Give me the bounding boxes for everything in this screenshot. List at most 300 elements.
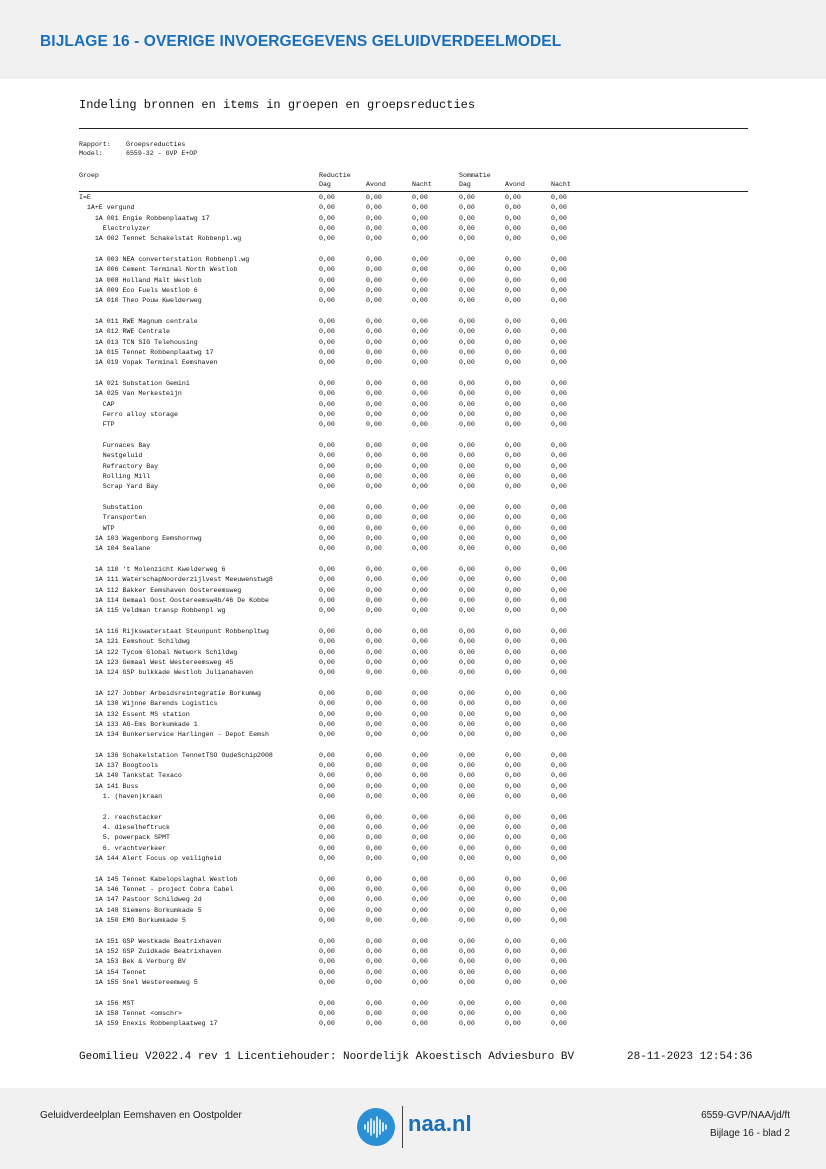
row-value: 0,00 (551, 194, 567, 201)
row-value: 0,00 (459, 586, 475, 594)
row-value: 0,00 (459, 204, 475, 212)
row-value: 0,00 (366, 607, 382, 615)
row-value: 0,00 (366, 917, 382, 925)
row-value: 0,00 (319, 669, 335, 677)
row-label: 1A 146 Tennet - project Cobra Cabel (79, 886, 234, 894)
col-avond-2: Avond (505, 181, 525, 188)
row-value: 0,00 (505, 390, 521, 398)
table-row (0, 575, 826, 585)
row-value: 0,00 (366, 948, 382, 956)
row-label: 1A 141 Buss (79, 782, 139, 790)
row-value: 0,00 (366, 638, 382, 646)
row-value: 0,00 (505, 276, 521, 284)
row-value: 0,00 (412, 958, 428, 966)
row-label: 1A 150 EMO Borkumkade 5 (79, 917, 186, 925)
row-label: 1A 153 Bek & Verburg BV (79, 958, 186, 966)
row-value: 0,00 (319, 545, 335, 553)
table-row (0, 999, 826, 1009)
row-value: 0,00 (319, 875, 335, 883)
row-value: 0,00 (551, 1010, 567, 1018)
row-value: 0,00 (505, 1020, 521, 1028)
row-value: 0,00 (459, 896, 475, 904)
row-value: 0,00 (319, 224, 335, 232)
row-value: 0,00 (551, 855, 567, 863)
report-title: Indeling bronnen en items in groepen en groepsreducties (79, 98, 476, 112)
row-value: 0,00 (366, 514, 382, 522)
table-row (0, 730, 826, 740)
row-value: 0,00 (551, 276, 567, 284)
row-value: 0,00 (551, 669, 567, 677)
row-value: 0,00 (366, 235, 382, 243)
row-value: 0,00 (319, 317, 335, 325)
row-value: 0,00 (551, 462, 567, 470)
row-value: 0,00 (459, 855, 475, 863)
table-row (0, 792, 826, 802)
table-row (0, 462, 826, 472)
row-value: 0,00 (319, 255, 335, 263)
row-value: 0,00 (505, 751, 521, 759)
row-value: 0,00 (505, 235, 521, 243)
title-divider (79, 128, 748, 129)
row-label: 1A 112 Bakker Eemshaven Oostereemsweg (79, 586, 242, 594)
row-value: 0,00 (366, 762, 382, 770)
row-label: 1A+E vergund (79, 204, 135, 212)
row-value: 0,00 (551, 751, 567, 759)
row-value: 0,00 (459, 937, 475, 945)
row-value: 0,00 (412, 834, 428, 842)
row-value: 0,00 (551, 379, 567, 387)
table-row (0, 555, 826, 565)
row-value: 0,00 (319, 772, 335, 780)
row-value: 0,00 (366, 194, 382, 201)
row-value: 0,00 (459, 627, 475, 635)
table-row (0, 503, 826, 513)
table-row (0, 854, 826, 864)
row-value: 0,00 (459, 720, 475, 728)
row-value: 0,00 (505, 710, 521, 718)
row-label: WTP (79, 524, 115, 532)
row-value: 0,00 (505, 906, 521, 914)
row-value: 0,00 (551, 834, 567, 842)
table-row (0, 265, 826, 275)
row-value: 0,00 (551, 338, 567, 346)
row-value: 0,00 (505, 855, 521, 863)
row-value: 0,00 (319, 896, 335, 904)
row-value: 0,00 (412, 565, 428, 573)
row-value: 0,00 (505, 896, 521, 904)
row-value: 0,00 (412, 276, 428, 284)
row-value: 0,00 (551, 958, 567, 966)
row-value: 0,00 (459, 979, 475, 987)
row-label: 1A 145 Tennet Kabelopslaghal Westlob (79, 875, 238, 883)
row-value: 0,00 (459, 1010, 475, 1018)
row-value: 0,00 (505, 638, 521, 646)
row-value: 0,00 (505, 328, 521, 336)
page-title: BIJLAGE 16 - OVERIGE INVOERGEGEVENS GELUIDVERDEELMODEL (40, 33, 562, 50)
row-value: 0,00 (319, 689, 335, 697)
row-value: 0,00 (505, 348, 521, 356)
row-value: 0,00 (505, 297, 521, 305)
row-value: 0,00 (319, 627, 335, 635)
row-value: 0,00 (505, 762, 521, 770)
table-row (0, 782, 826, 792)
row-value: 0,00 (459, 565, 475, 573)
row-value: 0,00 (412, 390, 428, 398)
row-value: 0,00 (551, 441, 567, 449)
row-value: 0,00 (412, 359, 428, 367)
row-label: Rolling Mill (79, 472, 151, 480)
row-label: 5. powerpack SPMT (79, 834, 171, 842)
table-row (0, 864, 826, 874)
row-value: 0,00 (319, 710, 335, 718)
row-label: 1A 137 Boogtools (79, 762, 159, 770)
row-value: 0,00 (551, 710, 567, 718)
row-value: 0,00 (366, 937, 382, 945)
row-label: 1A 122 Tycom Global Network Schildwg (79, 648, 238, 656)
table-row (0, 906, 826, 916)
row-value: 0,00 (551, 421, 567, 429)
row-value: 0,00 (551, 731, 567, 739)
row-value: 0,00 (412, 441, 428, 449)
row-value: 0,00 (366, 596, 382, 604)
row-value: 0,00 (505, 338, 521, 346)
row-value: 0,00 (551, 658, 567, 666)
row-value: 0,00 (366, 886, 382, 894)
table-row (0, 988, 826, 998)
table-row (0, 338, 826, 348)
row-value: 0,00 (505, 596, 521, 604)
row-label: 1A 116 Rijkswaterstaat Steunpunt Robbenpltwg (79, 627, 269, 635)
row-value: 0,00 (505, 586, 521, 594)
row-value: 0,00 (319, 917, 335, 925)
row-label: 1A 134 Bunkerservice Harlingen - Depot Eemsh (79, 731, 269, 739)
row-value: 0,00 (412, 379, 428, 387)
row-label: 1A 114 Gemaal Oost Oostereemsw4b/46 De Kobbe (79, 596, 269, 604)
row-value: 0,00 (505, 968, 521, 976)
row-value: 0,00 (319, 999, 335, 1007)
row-value: 0,00 (319, 751, 335, 759)
row-label: 1A 159 Enexis Robbenplaatweg 17 (79, 1020, 218, 1028)
row-value: 0,00 (412, 844, 428, 852)
row-value: 0,00 (459, 948, 475, 956)
group-header: Groep (79, 172, 99, 179)
row-value: 0,00 (412, 204, 428, 212)
row-value: 0,00 (319, 824, 335, 832)
row-label: I=E (79, 194, 91, 201)
table-row (0, 916, 826, 926)
row-value: 0,00 (551, 999, 567, 1007)
row-value: 0,00 (505, 658, 521, 666)
row-label: 1A 127 Jobber Arbeidsreintegratie Borkumwg (79, 689, 262, 697)
row-value: 0,00 (459, 762, 475, 770)
row-label: 1A 152 GSP Zuidkade Beatrixhaven (79, 948, 222, 956)
table-row (0, 627, 826, 637)
row-value: 0,00 (459, 576, 475, 584)
table-row (0, 400, 826, 410)
row-value: 0,00 (459, 917, 475, 925)
row-label: 1A 136 Schakelstation TennetTSO OudeSchip2008 (79, 751, 273, 759)
row-value: 0,00 (412, 669, 428, 677)
row-value: 0,00 (412, 286, 428, 294)
row-label: 1A 019 Vopak Terminal Eemshaven (79, 359, 218, 367)
row-value: 0,00 (551, 596, 567, 604)
reductie-header: Reductie (319, 172, 351, 179)
table-row (0, 565, 826, 575)
row-value: 0,00 (459, 359, 475, 367)
row-value: 0,00 (551, 204, 567, 212)
row-value: 0,00 (412, 906, 428, 914)
row-value: 0,00 (412, 214, 428, 222)
row-value: 0,00 (459, 348, 475, 356)
row-value: 0,00 (366, 379, 382, 387)
table-row (0, 296, 826, 306)
row-label: Scrap Yard Bay (79, 483, 159, 491)
row-value: 0,00 (551, 813, 567, 821)
software-license: Geomilieu V2022.4 rev 1 Licentiehouder: Noordelijk Akoestisch Adviesburo BV (79, 1051, 575, 1063)
row-value: 0,00 (366, 503, 382, 511)
row-value: 0,00 (366, 545, 382, 553)
row-label: 1. (haven)kraan (79, 793, 163, 801)
table-row (0, 544, 826, 554)
row-value: 0,00 (459, 514, 475, 522)
row-value: 0,00 (366, 999, 382, 1007)
row-value: 0,00 (551, 824, 567, 832)
row-value: 0,00 (551, 772, 567, 780)
row-value: 0,00 (412, 338, 428, 346)
row-value: 0,00 (412, 886, 428, 894)
row-value: 0,00 (551, 689, 567, 697)
table-row (0, 224, 826, 234)
row-value: 0,00 (505, 266, 521, 274)
row-value: 0,00 (459, 338, 475, 346)
row-value: 0,00 (551, 948, 567, 956)
row-value: 0,00 (459, 379, 475, 387)
row-value: 0,00 (366, 359, 382, 367)
table-row (0, 193, 826, 203)
row-value: 0,00 (551, 390, 567, 398)
row-value: 0,00 (412, 896, 428, 904)
row-value: 0,00 (319, 813, 335, 821)
row-value: 0,00 (459, 886, 475, 894)
row-value: 0,00 (412, 638, 428, 646)
table-row (0, 740, 826, 750)
row-value: 0,00 (412, 400, 428, 408)
row-value: 0,00 (505, 689, 521, 697)
row-value: 0,00 (459, 710, 475, 718)
table-row (0, 358, 826, 368)
row-value: 0,00 (366, 824, 382, 832)
row-value: 0,00 (366, 276, 382, 284)
table-row (0, 771, 826, 781)
row-value: 0,00 (551, 700, 567, 708)
row-value: 0,00 (412, 545, 428, 553)
row-label: 1A 155 Snel Westereemweg 5 (79, 979, 198, 987)
row-value: 0,00 (551, 565, 567, 573)
row-value: 0,00 (319, 968, 335, 976)
row-value: 0,00 (505, 565, 521, 573)
model-value: 6559-32 - GVP E+OP (126, 150, 198, 157)
row-value: 0,00 (551, 348, 567, 356)
row-value: 0,00 (551, 514, 567, 522)
row-value: 0,00 (412, 472, 428, 480)
row-value: 0,00 (551, 896, 567, 904)
row-value: 0,00 (459, 793, 475, 801)
table-row (0, 214, 826, 224)
row-value: 0,00 (319, 700, 335, 708)
row-value: 0,00 (505, 576, 521, 584)
table-row (0, 802, 826, 812)
row-value: 0,00 (551, 235, 567, 243)
row-label: Electrolyzer (79, 224, 151, 232)
table-row (0, 833, 826, 843)
table-row (0, 710, 826, 720)
row-value: 0,00 (319, 328, 335, 336)
row-value: 0,00 (366, 410, 382, 418)
row-value: 0,00 (319, 286, 335, 294)
row-value: 0,00 (366, 224, 382, 232)
table-row (0, 534, 826, 544)
row-value: 0,00 (366, 958, 382, 966)
row-value: 0,00 (412, 503, 428, 511)
row-label: 1A 158 Tennet <omschr> (79, 1010, 182, 1018)
row-value: 0,00 (412, 751, 428, 759)
row-value: 0,00 (505, 410, 521, 418)
row-label: 1A 110 't Molenzicht Kwelderweg 6 (79, 565, 226, 573)
row-value: 0,00 (505, 379, 521, 387)
row-label: Transporten (79, 514, 147, 522)
row-value: 0,00 (459, 958, 475, 966)
row-value: 0,00 (412, 235, 428, 243)
row-value: 0,00 (459, 317, 475, 325)
row-value: 0,00 (459, 813, 475, 821)
row-value: 0,00 (366, 979, 382, 987)
row-value: 0,00 (551, 410, 567, 418)
row-value: 0,00 (319, 462, 335, 470)
row-value: 0,00 (505, 958, 521, 966)
table-row (0, 307, 826, 317)
row-value: 0,00 (459, 545, 475, 553)
row-value: 0,00 (412, 524, 428, 532)
row-value: 0,00 (551, 917, 567, 925)
row-value: 0,00 (551, 607, 567, 615)
row-label: 1A 156 MST (79, 999, 135, 1007)
row-value: 0,00 (459, 844, 475, 852)
table-row (0, 926, 826, 936)
row-value: 0,00 (319, 586, 335, 594)
row-value: 0,00 (319, 855, 335, 863)
row-label: 1A 013 TCN SIG Telehousing (79, 338, 198, 346)
row-value: 0,00 (505, 286, 521, 294)
row-value: 0,00 (505, 452, 521, 460)
row-value: 0,00 (505, 545, 521, 553)
row-value: 0,00 (366, 968, 382, 976)
row-value: 0,00 (412, 979, 428, 987)
row-value: 0,00 (505, 194, 521, 201)
row-value: 0,00 (505, 204, 521, 212)
table-row (0, 823, 826, 833)
row-label: 1A 132 Essent MS station (79, 710, 190, 718)
row-value: 0,00 (319, 793, 335, 801)
table-row (0, 410, 826, 420)
col-nacht-1: Nacht (412, 181, 432, 188)
row-value: 0,00 (459, 266, 475, 274)
row-value: 0,00 (412, 772, 428, 780)
row-value: 0,00 (505, 534, 521, 542)
table-row (0, 1009, 826, 1019)
table-row (0, 596, 826, 606)
row-label: 1A 003 NEA converterstation Robbenpl.wg (79, 255, 250, 263)
row-value: 0,00 (459, 607, 475, 615)
row-value: 0,00 (366, 338, 382, 346)
table-row (0, 482, 826, 492)
row-value: 0,00 (551, 452, 567, 460)
row-value: 0,00 (505, 700, 521, 708)
table-row (0, 699, 826, 709)
row-value: 0,00 (551, 266, 567, 274)
row-value: 0,00 (366, 700, 382, 708)
row-label: 1A 154 Tennet (79, 968, 147, 976)
row-value: 0,00 (505, 948, 521, 956)
row-value: 0,00 (505, 648, 521, 656)
row-value: 0,00 (366, 255, 382, 263)
row-value: 0,00 (551, 586, 567, 594)
row-value: 0,00 (412, 658, 428, 666)
row-value: 0,00 (505, 772, 521, 780)
row-value: 0,00 (551, 400, 567, 408)
table-row (0, 586, 826, 596)
row-value: 0,00 (412, 782, 428, 790)
row-value: 0,00 (319, 235, 335, 243)
row-value: 0,00 (319, 297, 335, 305)
row-value: 0,00 (551, 648, 567, 656)
row-value: 0,00 (459, 286, 475, 294)
table-row (0, 844, 826, 854)
table-row (0, 369, 826, 379)
row-value: 0,00 (505, 720, 521, 728)
row-label: 1A 115 Veldman transp Robbenpl wg (79, 607, 226, 615)
row-value: 0,00 (366, 421, 382, 429)
row-value: 0,00 (319, 979, 335, 987)
row-value: 0,00 (366, 648, 382, 656)
row-value: 0,00 (412, 875, 428, 883)
row-value: 0,00 (366, 689, 382, 697)
table-row (0, 472, 826, 482)
row-value: 0,00 (551, 576, 567, 584)
row-label: 1A 104 Sealane (79, 545, 151, 553)
table-row (0, 493, 826, 503)
row-value: 0,00 (412, 410, 428, 418)
row-value: 0,00 (505, 421, 521, 429)
table-row (0, 957, 826, 967)
row-value: 0,00 (319, 762, 335, 770)
row-value: 0,00 (366, 1020, 382, 1028)
row-value: 0,00 (505, 782, 521, 790)
row-value: 0,00 (366, 627, 382, 635)
table-row (0, 637, 826, 647)
row-value: 0,00 (412, 348, 428, 356)
table-row (0, 679, 826, 689)
row-value: 0,00 (505, 224, 521, 232)
col-dag-1: Dag (319, 181, 331, 188)
row-value: 0,00 (319, 958, 335, 966)
row-value: 0,00 (412, 586, 428, 594)
sound-wave-icon (357, 1108, 395, 1146)
row-value: 0,00 (459, 751, 475, 759)
row-value: 0,00 (366, 896, 382, 904)
row-value: 0,00 (505, 359, 521, 367)
row-value: 0,00 (412, 824, 428, 832)
sommatie-header: Sommatie (459, 172, 491, 179)
